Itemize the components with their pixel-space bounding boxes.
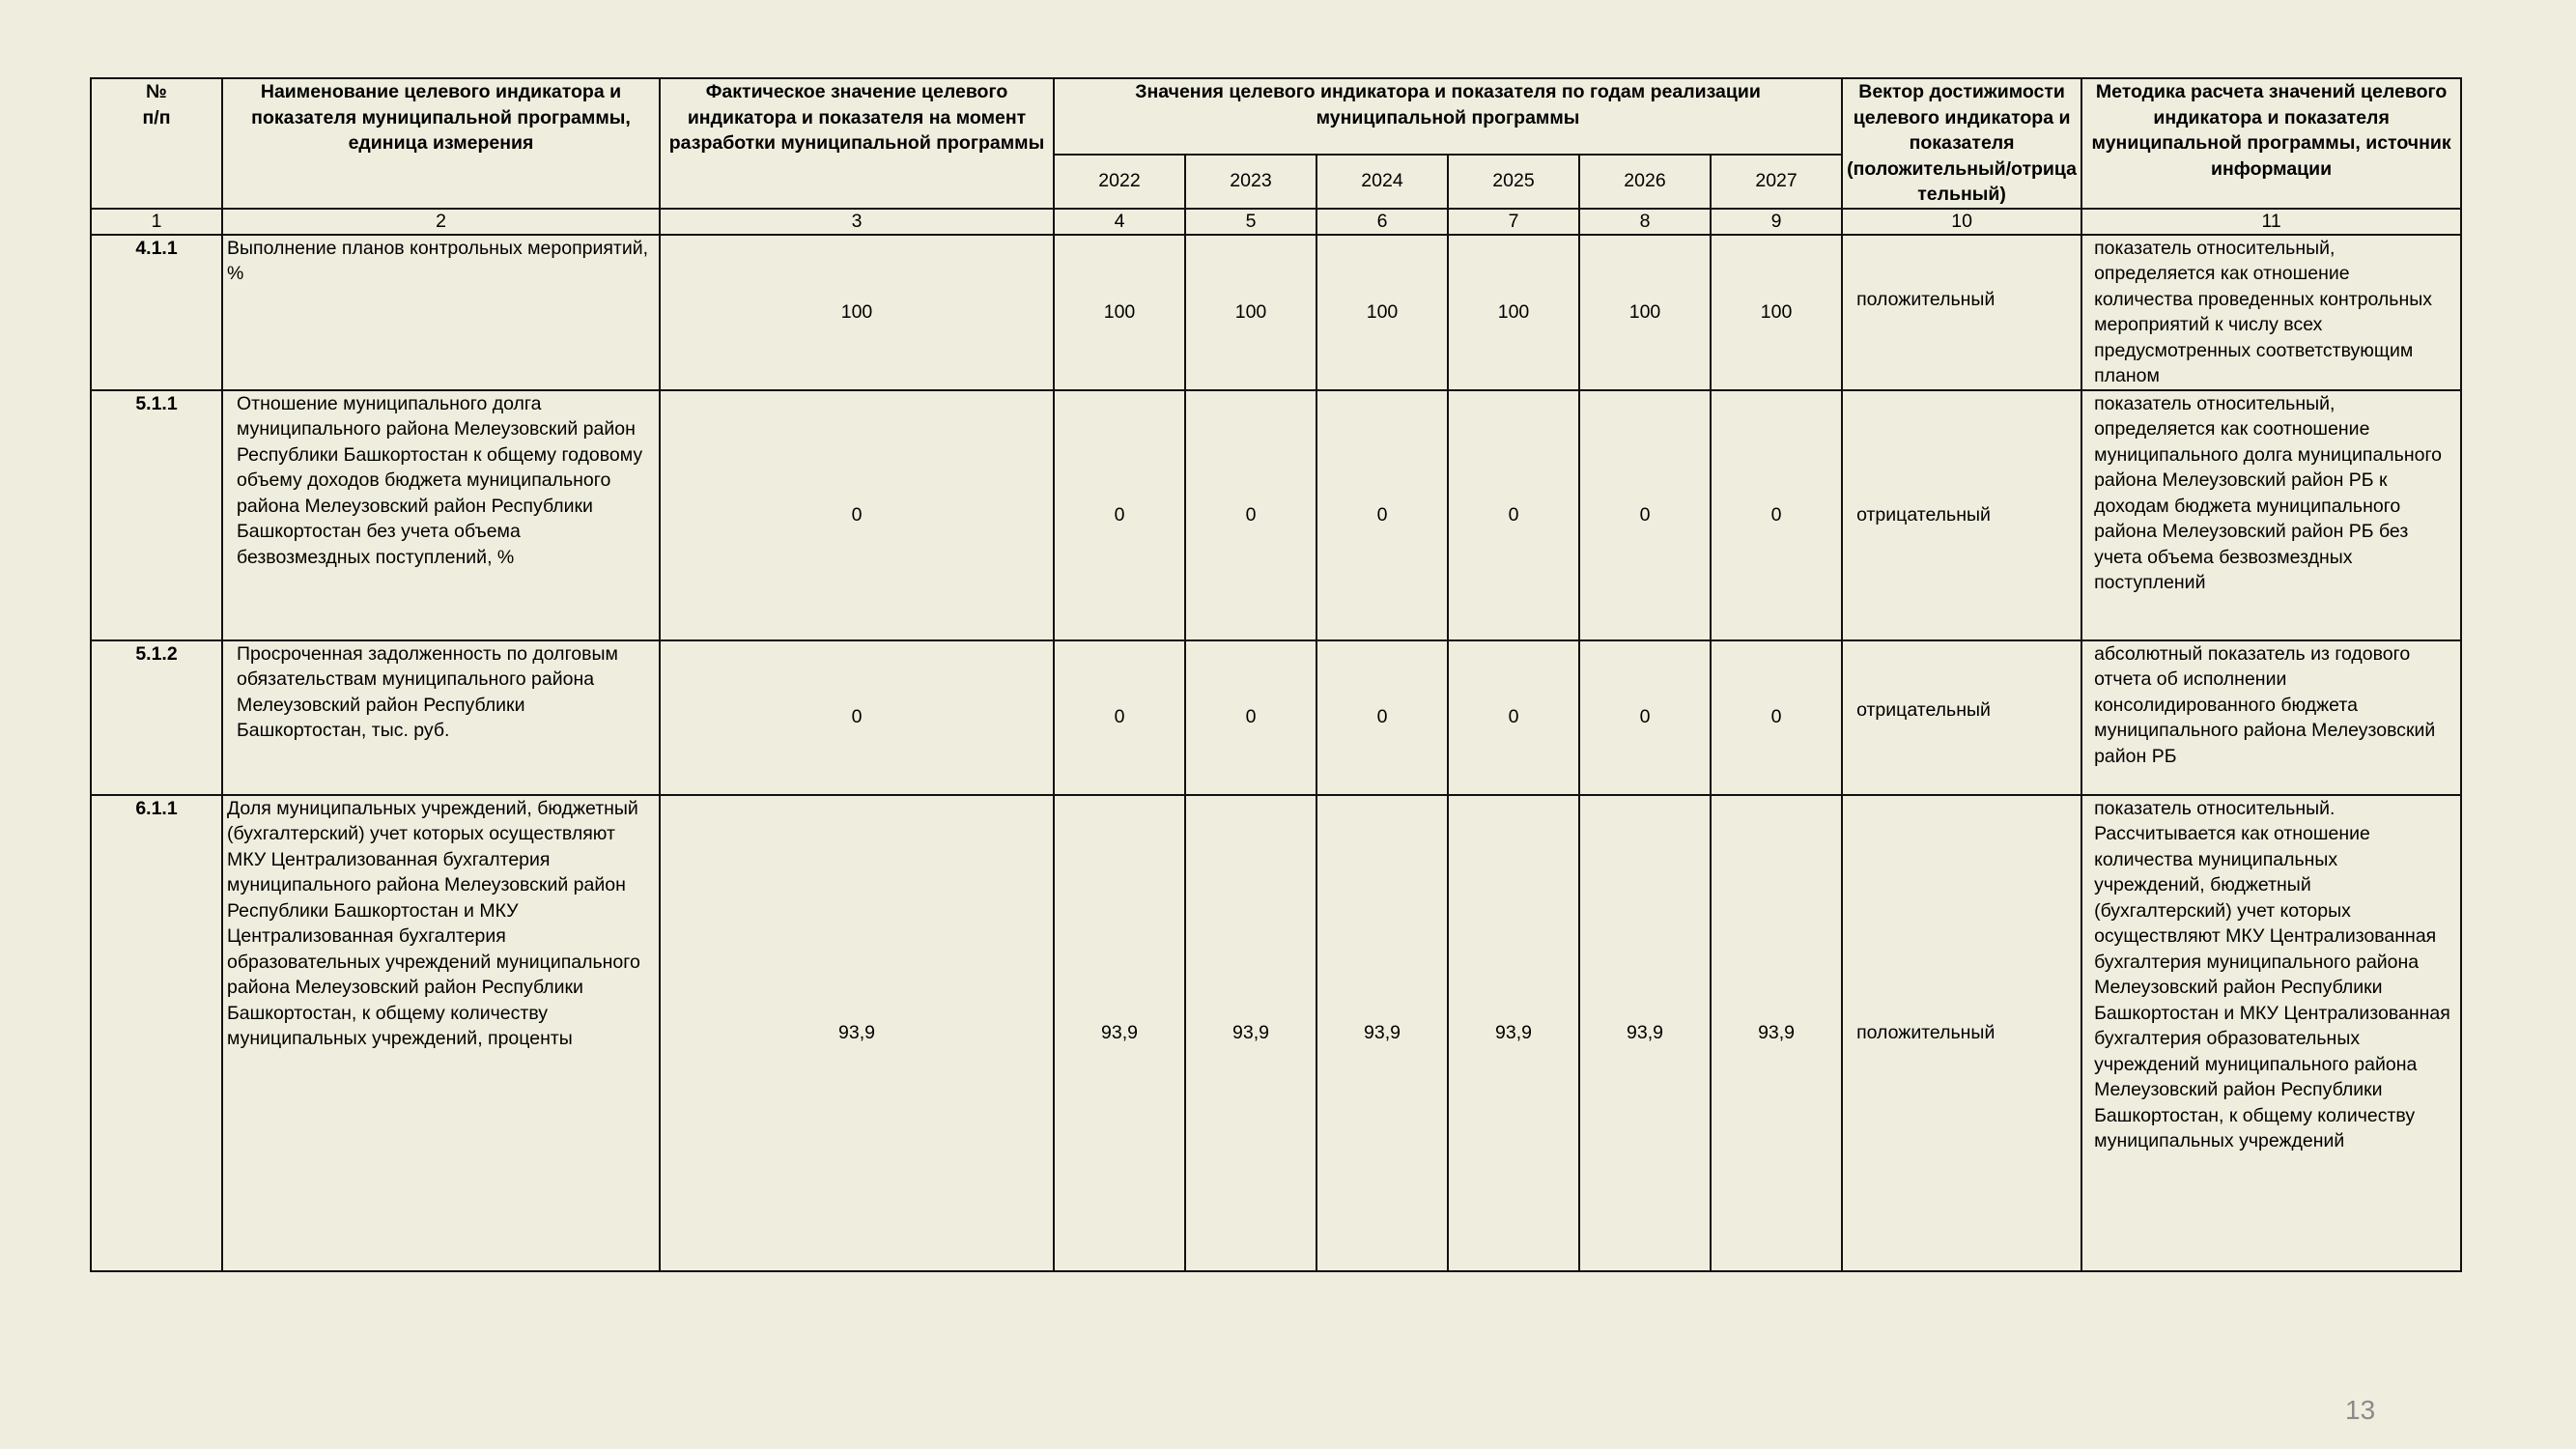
year-value: 100 [1185, 235, 1316, 390]
header-year: 2027 [1711, 155, 1842, 209]
header-year: 2026 [1579, 155, 1711, 209]
header-method: Методика расчета значений целевого индикатора и показателя муниципальной программы, источник информации [2081, 78, 2461, 209]
year-value: 93,9 [1054, 795, 1185, 1271]
column-number: 3 [660, 209, 1054, 235]
year-value: 100 [1711, 235, 1842, 390]
column-number: 11 [2081, 209, 2461, 235]
year-value: 100 [1054, 235, 1185, 390]
year-value: 0 [1316, 390, 1448, 640]
year-value: 93,9 [1579, 795, 1711, 1271]
column-numbers-row [91, 209, 2461, 235]
actual-value: 0 [660, 390, 1054, 640]
indicator-name: Выполнение планов контрольных мероприятий, % [222, 235, 660, 390]
year-value: 93,9 [1185, 795, 1316, 1271]
year-value: 0 [1448, 640, 1579, 795]
header-year: 2023 [1185, 155, 1316, 209]
column-number: 10 [1842, 209, 2081, 235]
year-value: 0 [1054, 390, 1185, 640]
year-value: 0 [1711, 390, 1842, 640]
column-number: 1 [91, 209, 222, 235]
row-number: 4.1.1 [91, 235, 222, 390]
indicator-name: Отношение муниципального долга муниципального района Мелеузовский район Республики Башкортостан к общему годовому объему доходов бюджета муниципального района Мелеузовский район Республики Башкортостан без учета объема безвозмездных поступлений, % [222, 390, 660, 640]
column-number: 8 [1579, 209, 1711, 235]
year-value: 100 [1316, 235, 1448, 390]
row-number: 5.1.2 [91, 640, 222, 795]
vector-value: положительный [1842, 795, 2081, 1271]
column-number: 9 [1711, 209, 1842, 235]
indicator-name: Просроченная задолженность по долговым обязательствам муниципального района Мелеузовский район Республики Башкортостан, тыс. руб. [222, 640, 660, 795]
row-number: 5.1.1 [91, 390, 222, 640]
year-value: 93,9 [1316, 795, 1448, 1271]
column-number: 4 [1054, 209, 1185, 235]
row-number: 6.1.1 [91, 795, 222, 1271]
method-description: показатель относительный, определяется как соотношение муниципального долга муниципального района Мелеузовский район РБ к доходам бюджета муниципального района Мелеузовский район РБ без учета объема безвозмездных поступлений [2081, 390, 2461, 640]
method-description: показатель относительный, определяется как отношение количества проведенных контрольных мероприятий к числу всех предусмотренных соответствующим планом [2081, 235, 2461, 390]
header-name: Наименование целевого индикатора и показателя муниципальной программы, единица измерения [222, 78, 660, 209]
header-number: № п/п [91, 78, 222, 209]
method-description: показатель относительный. Рассчитывается как отношение количества муниципальных учреждений, бюджетный (бухгалтерский) учет которых осуществляют МКУ Централизованная бухгалтерия муниципального района Мелеузовский район Республики Башкортостан и МКУ Централизованная бухгалтерия образовательных учреждений муниципального района Мелеузовский район Республики Башкортостан, к общему количеству муниципальных учреждений [2081, 795, 2461, 1271]
year-value: 0 [1185, 640, 1316, 795]
actual-value: 93,9 [660, 795, 1054, 1271]
year-value: 0 [1054, 640, 1185, 795]
actual-value: 100 [660, 235, 1054, 390]
header-years-group: Значения целевого индикатора и показателя по годам реализации муниципальной программы [1054, 78, 1842, 155]
header-vector: Вектор достижимости целевого индикатора и показателя (положительный/отрица тельный) [1842, 78, 2081, 209]
indicators-table-container [90, 77, 2460, 1272]
year-value: 93,9 [1448, 795, 1579, 1271]
year-value: 93,9 [1711, 795, 1842, 1271]
year-value: 0 [1316, 640, 1448, 795]
year-value: 0 [1579, 640, 1711, 795]
year-value: 0 [1448, 390, 1579, 640]
header-year: 2022 [1054, 155, 1185, 209]
indicators-table [90, 77, 2462, 1272]
header-actual-value: Фактическое значение целевого индикатора и показателя на момент разработки муниципальной программы [660, 78, 1054, 209]
column-number: 7 [1448, 209, 1579, 235]
indicator-name: Доля муниципальных учреждений, бюджетный (бухгалтерский) учет которых осуществляют МКУ Централизованная бухгалтерия муниципального района Мелеузовский район Республики Башкортостан и МКУ Централизованная бухгалтерия образовательных учреждений муниципального района Мелеузовский район Республики Башкортостан, к общему количеству муниципальных учреждений, проценты [222, 795, 660, 1271]
column-number: 5 [1185, 209, 1316, 235]
vector-value: отрицательный [1842, 390, 2081, 640]
method-description: абсолютный показатель из годового отчета об исполнении консолидированного бюджета муниципального района Мелеузовский район РБ [2081, 640, 2461, 795]
vector-value: отрицательный [1842, 640, 2081, 795]
year-value: 0 [1711, 640, 1842, 795]
table-row [91, 795, 2461, 1271]
table-row [91, 235, 2461, 390]
header-year: 2025 [1448, 155, 1579, 209]
year-value: 100 [1579, 235, 1711, 390]
year-value: 0 [1185, 390, 1316, 640]
column-number: 2 [222, 209, 660, 235]
actual-value: 0 [660, 640, 1054, 795]
vector-value: положительный [1842, 235, 2081, 390]
year-value: 0 [1579, 390, 1711, 640]
page-number: 13 [2345, 1395, 2376, 1425]
table-row [91, 390, 2461, 640]
header-year: 2024 [1316, 155, 1448, 209]
year-value: 100 [1448, 235, 1579, 390]
column-number: 6 [1316, 209, 1448, 235]
table-row [91, 640, 2461, 795]
